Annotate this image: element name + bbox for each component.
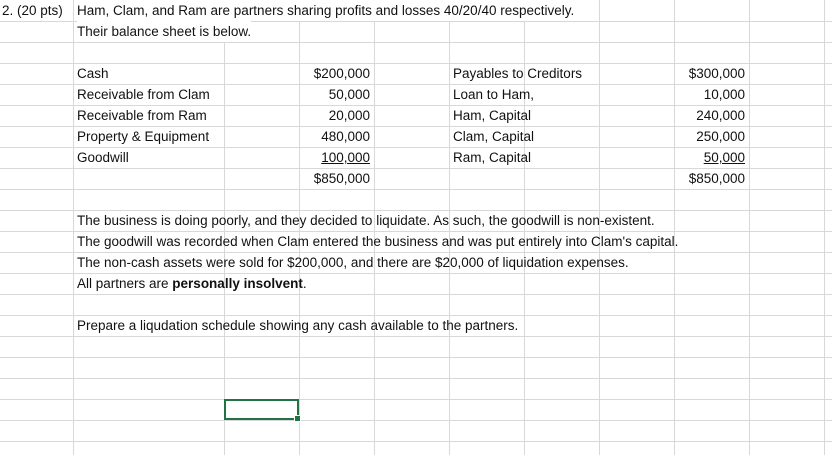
gridline (73, 0, 74, 455)
question-subtext[interactable]: Their balance sheet is below. (77, 21, 251, 42)
asset-value[interactable]: 480,000 (321, 129, 370, 144)
gridline (0, 441, 832, 442)
liability-label[interactable]: Loan to Ham, (453, 87, 535, 102)
liability-label[interactable]: Payables to Creditors (453, 66, 583, 81)
gridline (0, 294, 832, 295)
liability-value-cell[interactable] (675, 147, 745, 168)
gridline (0, 399, 832, 400)
gridline (0, 336, 832, 337)
gridline (0, 42, 832, 43)
gridline (0, 378, 832, 379)
liability-label[interactable]: Clam, Capital (453, 129, 535, 144)
question-text[interactable]: Ham, Clam, and Ram are partners sharing profits and losses 40/20/40 respectively. (77, 0, 574, 21)
asset-label[interactable]: Property & Equipment (77, 129, 210, 144)
gridline (824, 0, 825, 455)
narrative-text: All partners are (77, 276, 173, 291)
asset-value[interactable]: 50,000 (328, 87, 370, 102)
asset-value-cell[interactable] (300, 147, 370, 168)
gridline (749, 0, 750, 455)
liability-label[interactable]: Ham, Capital (453, 108, 532, 123)
question-header[interactable] (2, 0, 67, 21)
asset-label[interactable]: Receivable from Ram (77, 108, 207, 123)
fill-handle[interactable] (294, 415, 301, 422)
selected-cell[interactable] (224, 399, 299, 420)
narrative-line[interactable] (77, 273, 307, 294)
asset-label[interactable]: Receivable from Clam (77, 87, 210, 102)
gridline (0, 420, 832, 421)
narrative-bold-text: personally insolvent (172, 276, 303, 291)
narrative-line[interactable]: The business is doing poorly, and they decided to liquidate. As such, the goodwill is non-existent. (77, 213, 655, 228)
liability-label[interactable]: Ram, Capital (453, 150, 532, 165)
liability-value[interactable]: 250,000 (696, 129, 745, 144)
narrative-line[interactable]: The goodwill was recorded when Clam entered the business and was put entirely into Clam's capital. (77, 234, 679, 249)
assets-total[interactable]: $850,000 (313, 171, 370, 186)
liability-value[interactable]: 10,000 (703, 87, 745, 102)
asset-value: 100,000 (321, 150, 370, 165)
liabilities-total[interactable]: $850,000 (688, 171, 745, 186)
asset-label[interactable]: Cash (77, 66, 109, 81)
question-number: 2. (2, 3, 14, 18)
asset-label[interactable]: Goodwill (77, 150, 129, 165)
gridline (0, 189, 832, 190)
liability-value: 50,000 (703, 150, 745, 165)
narrative-text: . (302, 276, 307, 291)
liability-value[interactable]: 240,000 (696, 108, 745, 123)
asset-value[interactable]: $200,000 (313, 66, 370, 81)
question-points: (20 pts) (17, 3, 63, 18)
instruction-text[interactable]: Prepare a liqudation schedule showing any cash available to the partners. (77, 318, 519, 333)
asset-value[interactable]: 20,000 (328, 108, 370, 123)
liability-value[interactable]: $300,000 (688, 66, 745, 81)
narrative-line[interactable]: The non-cash assets were sold for $200,000, and there are $20,000 of liquidation expenses. (77, 255, 629, 270)
gridline (0, 357, 832, 358)
